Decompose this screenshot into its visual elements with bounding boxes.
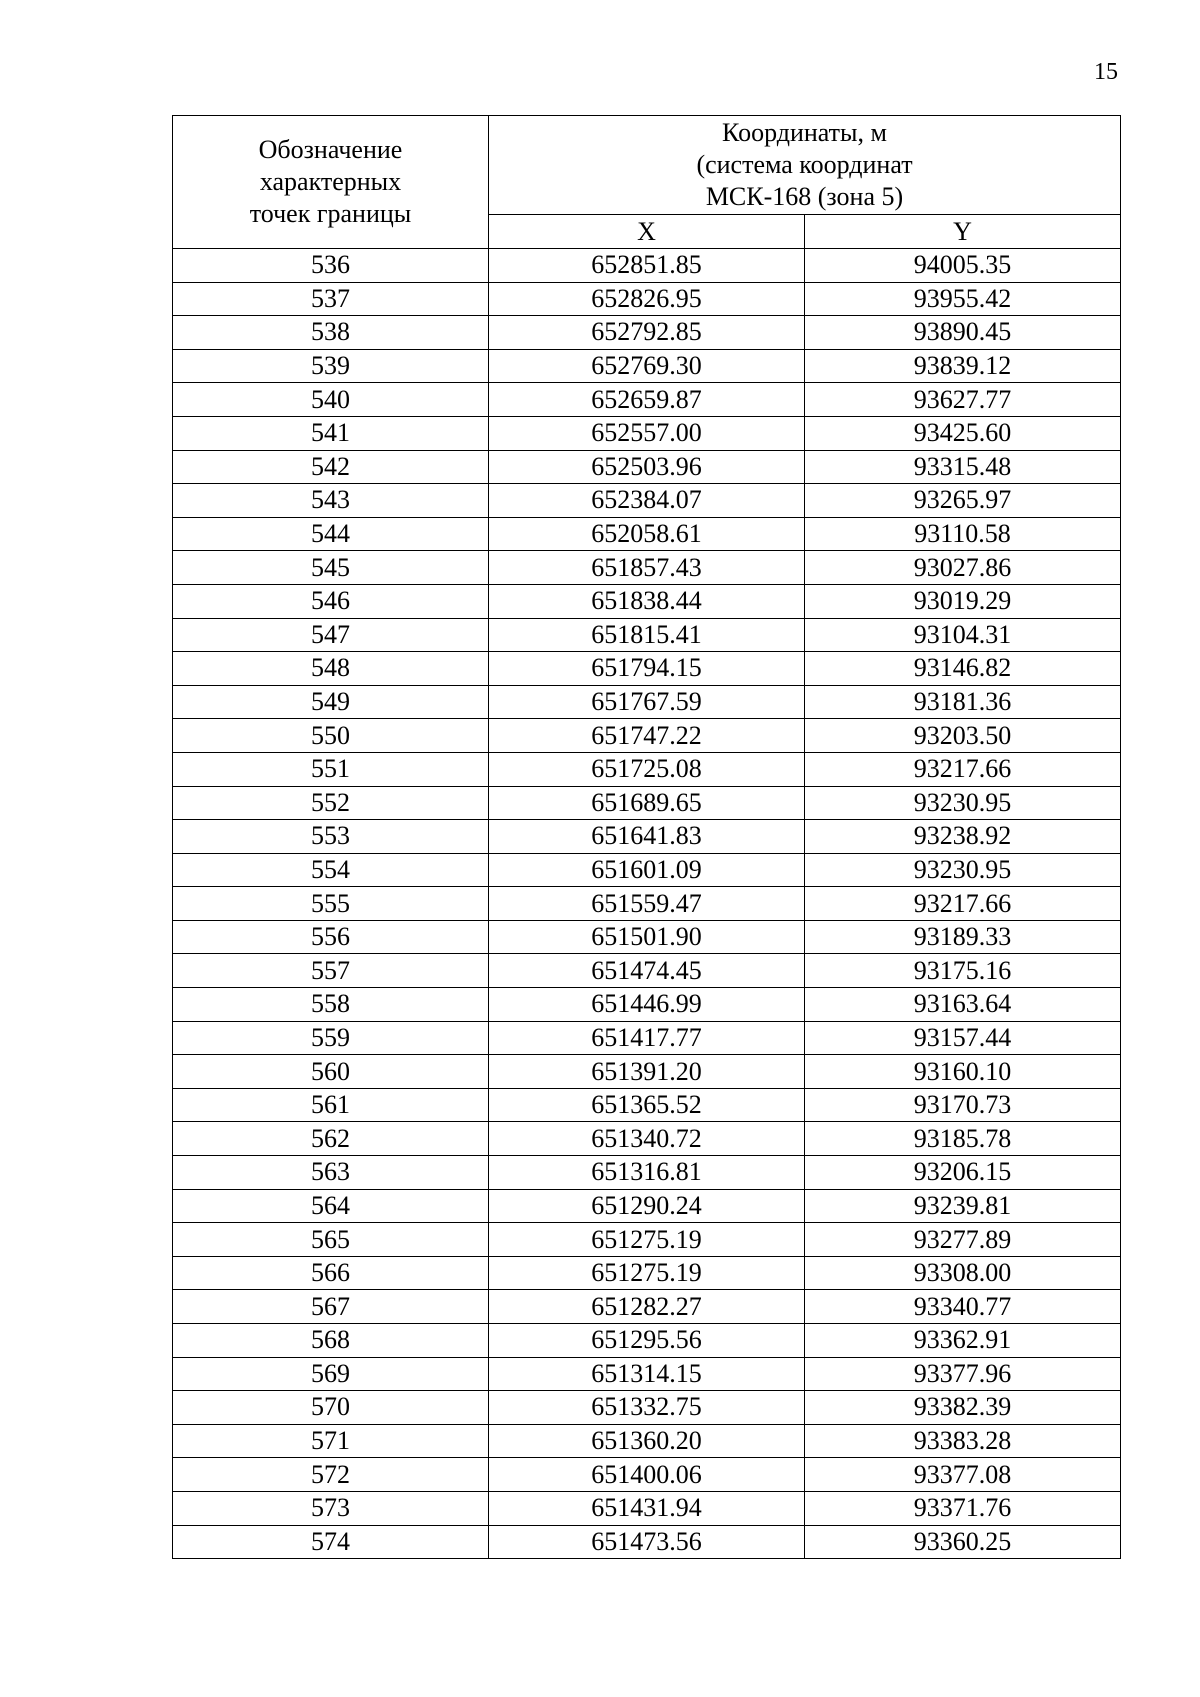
point-number-cell: 538 — [173, 316, 489, 350]
x-coordinate-cell: 651417.77 — [489, 1021, 805, 1055]
point-number-cell: 572 — [173, 1458, 489, 1492]
table-row — [173, 416, 1121, 450]
x-coordinate-cell: 651689.65 — [489, 786, 805, 820]
point-number-cell: 544 — [173, 517, 489, 551]
point-number-cell: 547 — [173, 618, 489, 652]
point-number-cell: 546 — [173, 584, 489, 618]
table-row — [173, 1324, 1121, 1358]
y-coordinate-cell: 93175.16 — [805, 954, 1121, 988]
y-coordinate-cell: 93362.91 — [805, 1324, 1121, 1358]
point-number-cell: 549 — [173, 685, 489, 719]
point-number-cell: 559 — [173, 1021, 489, 1055]
point-number-cell: 570 — [173, 1391, 489, 1425]
table-row — [173, 316, 1121, 350]
y-coordinate-cell: 93230.95 — [805, 786, 1121, 820]
table-row — [173, 652, 1121, 686]
table-row — [173, 1021, 1121, 1055]
table-row — [173, 685, 1121, 719]
x-coordinate-cell: 651474.45 — [489, 954, 805, 988]
y-coordinate-cell: 93382.39 — [805, 1391, 1121, 1425]
y-coordinate-cell: 93181.36 — [805, 685, 1121, 719]
y-coordinate-cell: 93377.08 — [805, 1458, 1121, 1492]
table-row — [173, 1189, 1121, 1223]
table-row — [173, 584, 1121, 618]
x-coordinate-cell: 651815.41 — [489, 618, 805, 652]
x-coordinate-cell: 651767.59 — [489, 685, 805, 719]
y-coordinate-cell: 93160.10 — [805, 1055, 1121, 1089]
x-coordinate-cell: 652058.61 — [489, 517, 805, 551]
x-coordinate-cell: 652659.87 — [489, 383, 805, 417]
point-number-cell: 555 — [173, 887, 489, 921]
x-coordinate-cell: 651446.99 — [489, 988, 805, 1022]
y-coordinate-cell: 93104.31 — [805, 618, 1121, 652]
table-row — [173, 349, 1121, 383]
point-number-cell: 563 — [173, 1156, 489, 1190]
table-row — [173, 1458, 1121, 1492]
y-coordinate-cell: 93277.89 — [805, 1223, 1121, 1257]
x-coordinate-cell: 651365.52 — [489, 1088, 805, 1122]
point-number-cell: 558 — [173, 988, 489, 1022]
x-coordinate-cell: 651501.90 — [489, 920, 805, 954]
y-coordinate-cell: 93027.86 — [805, 551, 1121, 585]
table-row — [173, 1223, 1121, 1257]
x-coordinate-cell: 651857.43 — [489, 551, 805, 585]
table-row — [173, 920, 1121, 954]
point-number-cell: 564 — [173, 1189, 489, 1223]
point-number-cell: 552 — [173, 786, 489, 820]
table-row — [173, 1256, 1121, 1290]
point-number-cell: 548 — [173, 652, 489, 686]
designation-header — [173, 116, 489, 249]
y-coordinate-cell: 93360.25 — [805, 1525, 1121, 1559]
x-coordinate-cell: 651340.72 — [489, 1122, 805, 1156]
y-coordinate-cell: 93839.12 — [805, 349, 1121, 383]
x-coordinate-cell: 652557.00 — [489, 416, 805, 450]
point-number-cell: 566 — [173, 1256, 489, 1290]
y-coordinate-cell: 93308.00 — [805, 1256, 1121, 1290]
x-coordinate-cell: 652384.07 — [489, 484, 805, 518]
table-row — [173, 1156, 1121, 1190]
point-number-cell: 553 — [173, 820, 489, 854]
table-row — [173, 820, 1121, 854]
point-number-cell: 551 — [173, 752, 489, 786]
x-coordinate-cell: 651360.20 — [489, 1424, 805, 1458]
table-row — [173, 1122, 1121, 1156]
point-number-cell: 542 — [173, 450, 489, 484]
point-number-cell: 573 — [173, 1491, 489, 1525]
y-coordinate-cell: 93203.50 — [805, 719, 1121, 753]
y-coordinate-cell: 93425.60 — [805, 416, 1121, 450]
x-coordinate-cell: 651725.08 — [489, 752, 805, 786]
x-coordinate-cell: 651316.81 — [489, 1156, 805, 1190]
x-coordinate-cell: 651290.24 — [489, 1189, 805, 1223]
page-number: 15 — [1094, 59, 1118, 85]
table-row — [173, 450, 1121, 484]
point-number-cell: 543 — [173, 484, 489, 518]
table-row — [173, 1088, 1121, 1122]
point-number-cell: 565 — [173, 1223, 489, 1257]
y-coordinate-cell: 93170.73 — [805, 1088, 1121, 1122]
table-row — [173, 1290, 1121, 1324]
x-coordinate-cell: 651282.27 — [489, 1290, 805, 1324]
x-coordinate-cell: 652503.96 — [489, 450, 805, 484]
table-row — [173, 1424, 1121, 1458]
table-row — [173, 1491, 1121, 1525]
x-coordinate-cell: 651794.15 — [489, 652, 805, 686]
y-coordinate-cell: 93163.64 — [805, 988, 1121, 1022]
table-row — [173, 517, 1121, 551]
y-coordinate-cell: 93217.66 — [805, 752, 1121, 786]
table-row — [173, 988, 1121, 1022]
x-coordinate-cell: 651431.94 — [489, 1491, 805, 1525]
point-number-cell: 545 — [173, 551, 489, 585]
y-coordinate-cell: 93189.33 — [805, 920, 1121, 954]
y-header: Y — [805, 215, 1121, 249]
x-coordinate-cell: 651295.56 — [489, 1324, 805, 1358]
point-number-cell: 540 — [173, 383, 489, 417]
table-row — [173, 954, 1121, 988]
x-coordinate-cell: 651391.20 — [489, 1055, 805, 1089]
y-coordinate-cell: 93371.76 — [805, 1491, 1121, 1525]
x-coordinate-cell: 652769.30 — [489, 349, 805, 383]
point-number-cell: 556 — [173, 920, 489, 954]
point-number-cell: 536 — [173, 249, 489, 283]
table-row — [173, 1357, 1121, 1391]
point-number-cell: 561 — [173, 1088, 489, 1122]
y-coordinate-cell: 94005.35 — [805, 249, 1121, 283]
point-number-cell: 541 — [173, 416, 489, 450]
table-row — [173, 786, 1121, 820]
y-coordinate-cell: 93890.45 — [805, 316, 1121, 350]
y-coordinate-cell: 93157.44 — [805, 1021, 1121, 1055]
y-coordinate-cell: 93019.29 — [805, 584, 1121, 618]
y-coordinate-cell: 93383.28 — [805, 1424, 1121, 1458]
y-coordinate-cell: 93955.42 — [805, 282, 1121, 316]
table-row — [173, 1391, 1121, 1425]
table-row — [173, 752, 1121, 786]
point-number-cell: 574 — [173, 1525, 489, 1559]
y-coordinate-cell: 93315.48 — [805, 450, 1121, 484]
point-number-cell: 539 — [173, 349, 489, 383]
point-number-cell: 537 — [173, 282, 489, 316]
table-row — [173, 719, 1121, 753]
x-coordinate-cell: 652826.95 — [489, 282, 805, 316]
point-number-cell: 560 — [173, 1055, 489, 1089]
x-coordinate-cell: 651747.22 — [489, 719, 805, 753]
table-row — [173, 249, 1121, 283]
table-row — [173, 887, 1121, 921]
x-coordinate-cell: 651559.47 — [489, 887, 805, 921]
x-coordinate-cell: 651601.09 — [489, 853, 805, 887]
table-body — [173, 249, 1121, 1559]
x-coordinate-cell: 651838.44 — [489, 584, 805, 618]
x-coordinate-cell: 651275.19 — [489, 1223, 805, 1257]
y-coordinate-cell: 93206.15 — [805, 1156, 1121, 1190]
x-coordinate-cell: 651314.15 — [489, 1357, 805, 1391]
point-number-cell: 562 — [173, 1122, 489, 1156]
table-row — [173, 484, 1121, 518]
table-row — [173, 853, 1121, 887]
y-coordinate-cell: 93217.66 — [805, 887, 1121, 921]
point-number-cell: 557 — [173, 954, 489, 988]
x-coordinate-cell: 651400.06 — [489, 1458, 805, 1492]
point-number-cell: 550 — [173, 719, 489, 753]
x-coordinate-cell: 651332.75 — [489, 1391, 805, 1425]
table-row — [173, 383, 1121, 417]
table-row — [173, 282, 1121, 316]
table-row — [173, 618, 1121, 652]
table-row — [173, 551, 1121, 585]
x-coordinate-cell: 651275.19 — [489, 1256, 805, 1290]
designation-header-text: Обозначение характерных точек границы — [249, 135, 412, 228]
y-coordinate-cell: 93110.58 — [805, 517, 1121, 551]
table-row — [173, 1055, 1121, 1089]
table-row — [173, 1525, 1121, 1559]
table-header — [173, 116, 1121, 249]
y-coordinate-cell: 93340.77 — [805, 1290, 1121, 1324]
y-coordinate-cell: 93230.95 — [805, 853, 1121, 887]
y-coordinate-cell: 93627.77 — [805, 383, 1121, 417]
coordinates-table — [172, 115, 1121, 1559]
point-number-cell: 571 — [173, 1424, 489, 1458]
point-number-cell: 569 — [173, 1357, 489, 1391]
coordinates-header — [489, 116, 1121, 215]
point-number-cell: 568 — [173, 1324, 489, 1358]
y-coordinate-cell: 93185.78 — [805, 1122, 1121, 1156]
x-coordinate-cell: 652792.85 — [489, 316, 805, 350]
y-coordinate-cell: 93239.81 — [805, 1189, 1121, 1223]
x-coordinate-cell: 651641.83 — [489, 820, 805, 854]
y-coordinate-cell: 93146.82 — [805, 652, 1121, 686]
coordinates-header-text: Координаты, м (система координат МСК-168 (зона 5) — [696, 118, 913, 211]
x-coordinate-cell: 651473.56 — [489, 1525, 805, 1559]
y-coordinate-cell: 93377.96 — [805, 1357, 1121, 1391]
y-coordinate-cell: 93238.92 — [805, 820, 1121, 854]
point-number-cell: 554 — [173, 853, 489, 887]
x-coordinate-cell: 652851.85 — [489, 249, 805, 283]
point-number-cell: 567 — [173, 1290, 489, 1324]
y-coordinate-cell: 93265.97 — [805, 484, 1121, 518]
x-header: X — [489, 215, 805, 249]
